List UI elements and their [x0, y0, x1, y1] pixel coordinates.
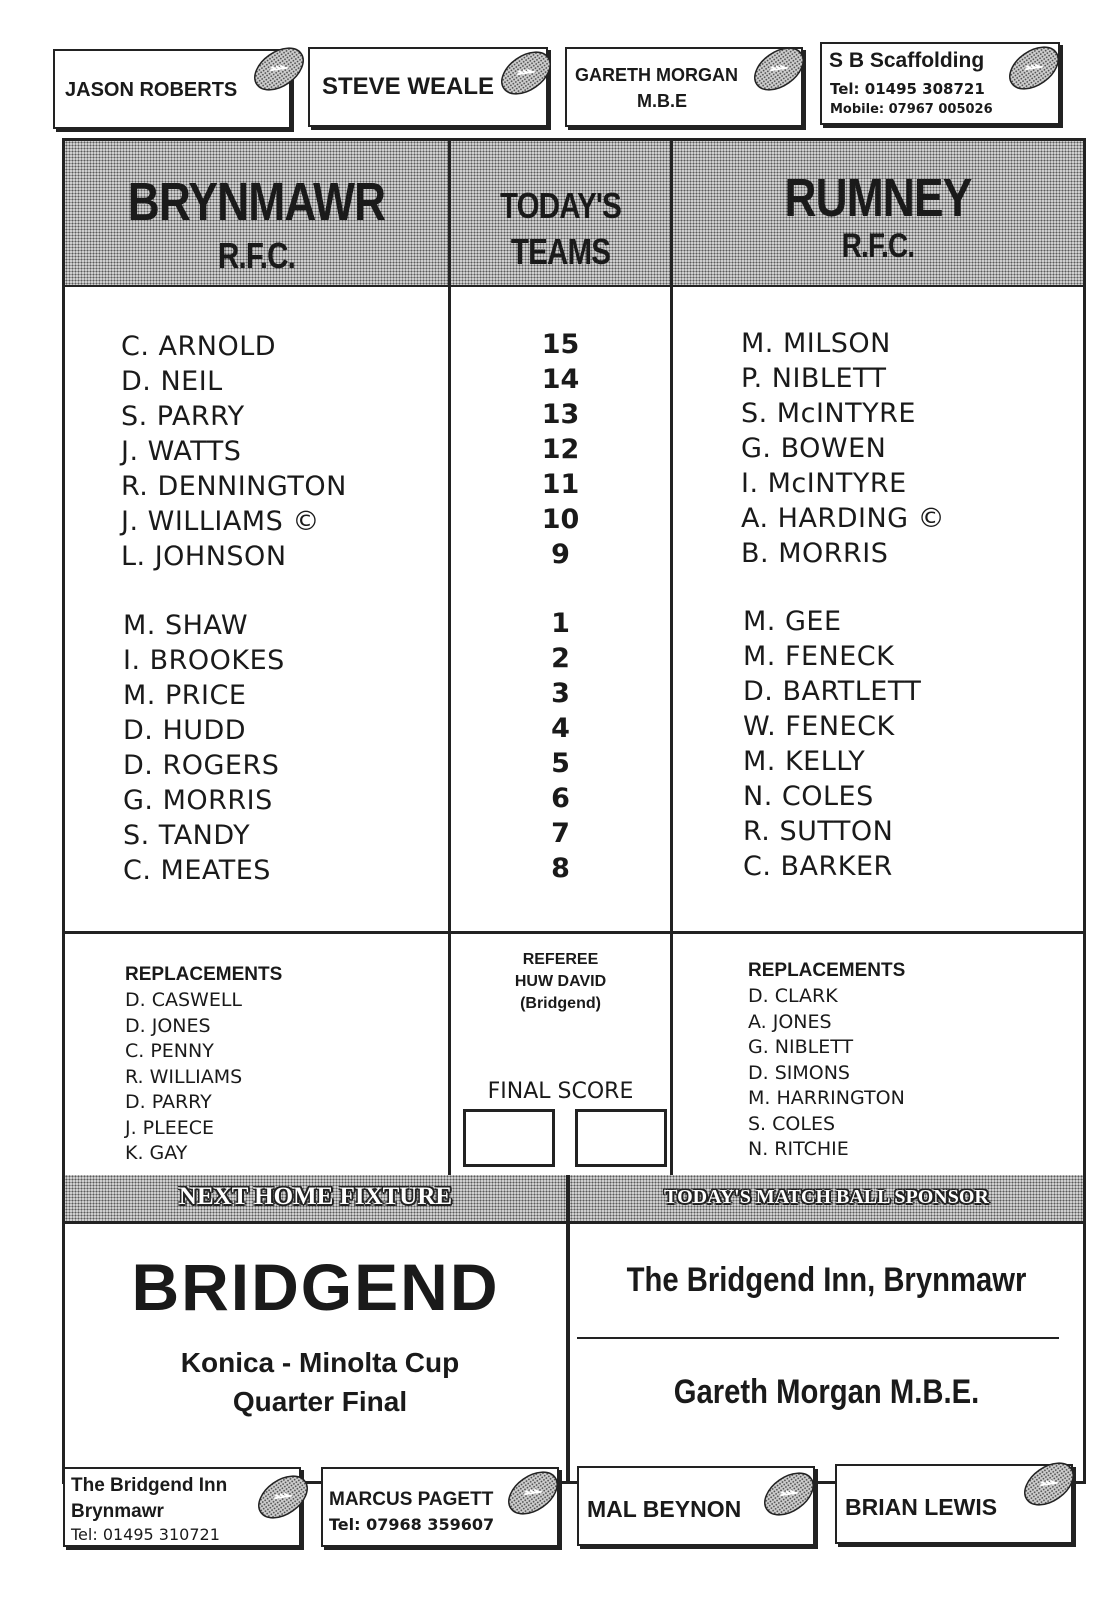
- away-score-box[interactable]: [575, 1109, 667, 1167]
- player-name: D. NEIL: [121, 366, 223, 397]
- rugby-ball-icon: [247, 47, 311, 91]
- player-name: W. FENECK: [743, 711, 895, 742]
- away-replacements-list: [748, 984, 905, 1163]
- replacement-name: D. CASWELL: [125, 989, 242, 1011]
- shirt-number: 3: [551, 678, 570, 709]
- player-name: C. BARKER: [743, 851, 893, 882]
- player-name: J. WATTS: [121, 436, 242, 467]
- player-name: M. KELLY: [743, 746, 866, 777]
- team-sheet: [62, 138, 1086, 1484]
- sponsor-ad-bridgend-inn: [63, 1467, 301, 1547]
- replacement-name: D. SIMONS: [748, 1061, 850, 1084]
- sponsor-ad-marcus-pagett: [321, 1467, 559, 1547]
- replacement-name: R. WILLIAMS: [125, 1065, 243, 1088]
- sponsor-ad-jason-roberts: [53, 49, 291, 129]
- sponsor-telephone: Tel: 01495 310721: [71, 1525, 220, 1544]
- sponsor-name: GARETH MORGAN: [575, 65, 738, 85]
- replacement-name: S. COLES: [748, 1112, 836, 1135]
- player-name: M. SHAW: [123, 610, 249, 641]
- shirt-number: 4: [551, 713, 570, 744]
- sponsor-ad-sb-scaffolding: [820, 42, 1060, 125]
- rugby-ball-icon: [747, 47, 811, 91]
- next-fixture-round: Quarter Final: [232, 1386, 408, 1417]
- referee-name: HUW DAVID: [514, 973, 607, 990]
- home-team-title: BRYNMAWR: [127, 172, 386, 232]
- rugby-ball-icon: [251, 1475, 315, 1519]
- player-name: D. ROGERS: [123, 750, 280, 781]
- replacement-name: J. PLEECE: [125, 1116, 215, 1139]
- sponsor-ad-mal-beynon: [577, 1466, 815, 1546]
- match-ball-sponsor-band: TODAY'S MATCH BALL SPONSOR: [570, 1175, 1083, 1221]
- player-name: I. McINTYRE: [741, 468, 907, 499]
- sponsor-name: BRIAN LEWIS: [845, 1494, 998, 1520]
- sponsor-name-suffix: M.B.E: [637, 91, 688, 111]
- player-name: M. PRICE: [123, 680, 247, 711]
- rugby-ball-icon: [494, 51, 558, 95]
- replacements-divider: [65, 931, 1083, 934]
- referee-block: [451, 949, 670, 1015]
- player-name: S. PARRY: [121, 401, 245, 432]
- player-name: L. JOHNSON: [121, 541, 287, 572]
- replacement-name: D. JONES: [125, 1014, 211, 1037]
- shirt-number: 12: [541, 434, 580, 465]
- player-name: S. McINTYRE: [741, 398, 916, 429]
- shirt-number: 5: [551, 748, 570, 779]
- away-team-suffix: R.F.C.: [841, 227, 915, 265]
- ball-sponsor-secondary: Gareth Morgan M.B.E.: [673, 1373, 980, 1411]
- rugby-ball-icon: [757, 1472, 821, 1516]
- replacement-name: N. RITCHIE: [748, 1138, 849, 1160]
- center-title-line2: TEAMS: [510, 231, 611, 272]
- player-name: G. BOWEN: [741, 433, 887, 464]
- player-name: A. HARDING ©: [741, 503, 946, 534]
- header-divider: [65, 285, 1083, 287]
- player-name: D. BARTLETT: [743, 676, 922, 707]
- player-name: S. TANDY: [123, 820, 251, 851]
- player-name: N. COLES: [743, 781, 874, 812]
- replacement-name: D. PARRY: [125, 1091, 212, 1113]
- away-replacements-heading: REPLACEMENTS: [748, 960, 906, 981]
- referee-club: (Bridgend): [520, 995, 601, 1012]
- sponsor-name: STEVE WEALE: [322, 73, 495, 100]
- shirt-number: 8: [551, 853, 570, 884]
- next-home-fixture-band: NEXT HOME FIXTURE: [65, 1175, 566, 1221]
- rugby-ball-icon: [1002, 46, 1066, 90]
- replacement-name: M. HARRINGTON: [748, 1087, 905, 1109]
- player-name: R. SUTTON: [743, 816, 894, 847]
- replacement-name: A. JONES: [748, 1010, 832, 1033]
- shirt-numbers-forwards: [451, 606, 670, 886]
- home-forwards-list: [123, 608, 285, 888]
- player-name: D. HUDD: [123, 715, 247, 746]
- player-name: M. GEE: [743, 606, 842, 637]
- sponsor-location: Brynmawr: [71, 1501, 164, 1522]
- home-score-box[interactable]: [463, 1109, 555, 1167]
- player-name: C. MEATES: [123, 855, 271, 886]
- shirt-number: 13: [541, 399, 580, 430]
- center-title-line1: TODAY'S: [499, 185, 622, 226]
- shirt-number: 1: [551, 608, 570, 639]
- shirt-number: 14: [541, 364, 580, 395]
- shirt-number: 15: [541, 329, 580, 360]
- player-name: P. NIBLETT: [741, 363, 887, 394]
- column-divider-right: [670, 141, 673, 1175]
- shirt-number: 2: [551, 643, 570, 674]
- sponsor-ad-gareth-morgan: [565, 47, 803, 127]
- sponsor-telephone: Tel: 07968 359607: [329, 1515, 495, 1534]
- home-backs-list: [121, 329, 347, 574]
- final-score-label: FINAL SCORE: [487, 1079, 634, 1104]
- player-name: C. ARNOLD: [121, 331, 277, 362]
- player-name: B. MORRIS: [741, 538, 889, 569]
- sponsor-ad-steve-weale: [308, 47, 548, 127]
- replacement-name: D. CLARK: [748, 985, 838, 1007]
- rugby-ball-icon: [501, 1471, 565, 1515]
- shirt-numbers-backs: [451, 327, 670, 572]
- ball-sponsor-primary: The Bridgend Inn, Brynmawr: [626, 1261, 1027, 1299]
- next-fixture-competition: Konica - Minolta Cup: [180, 1347, 460, 1378]
- shirt-number: 7: [551, 818, 570, 849]
- away-forwards-list: [743, 604, 921, 884]
- next-fixture-opponent: BRIDGEND: [131, 1250, 500, 1324]
- home-team-suffix: R.F.C.: [217, 235, 296, 276]
- sponsor-name: JASON ROBERTS: [65, 79, 238, 101]
- replacement-name: K. GAY: [125, 1142, 188, 1164]
- replacement-name: C. PENNY: [125, 1040, 214, 1062]
- replacement-name: G. NIBLETT: [748, 1036, 854, 1058]
- sponsor-divider: [577, 1337, 1059, 1339]
- sponsor-name: S B Scaffolding: [829, 49, 985, 72]
- player-name: J. WILLIAMS ©: [121, 506, 320, 537]
- sponsor-name: The Bridgend Inn: [71, 1475, 228, 1496]
- rugby-ball-icon: [1017, 1462, 1081, 1506]
- player-name: G. MORRIS: [123, 785, 273, 816]
- home-replacements-heading: REPLACEMENTS: [125, 964, 283, 985]
- shirt-number: 6: [551, 783, 570, 814]
- home-replacements-list: [125, 988, 242, 1167]
- sponsor-telephone: Tel: 01495 308721: [830, 80, 985, 98]
- away-backs-list: [741, 326, 945, 571]
- sponsor-name: MARCUS PAGETT: [329, 1489, 494, 1510]
- sponsor-mobile: Mobile: 07967 005026: [830, 102, 993, 117]
- band-bottom-rule: [65, 1221, 1083, 1224]
- player-name: M. FENECK: [743, 641, 895, 672]
- player-name: I. BROOKES: [123, 645, 285, 676]
- player-name: R. DENNINGTON: [121, 471, 347, 502]
- shirt-number: 9: [551, 539, 570, 570]
- shirt-number: 11: [541, 469, 580, 500]
- sponsor-name: MAL BEYNON: [587, 1496, 742, 1522]
- referee-label: REFEREE: [522, 951, 599, 968]
- sponsor-ad-brian-lewis: [835, 1464, 1073, 1544]
- shirt-number: 10: [541, 504, 580, 535]
- player-name: M. MILSON: [741, 328, 891, 359]
- away-team-title: RUMNEY: [784, 168, 972, 228]
